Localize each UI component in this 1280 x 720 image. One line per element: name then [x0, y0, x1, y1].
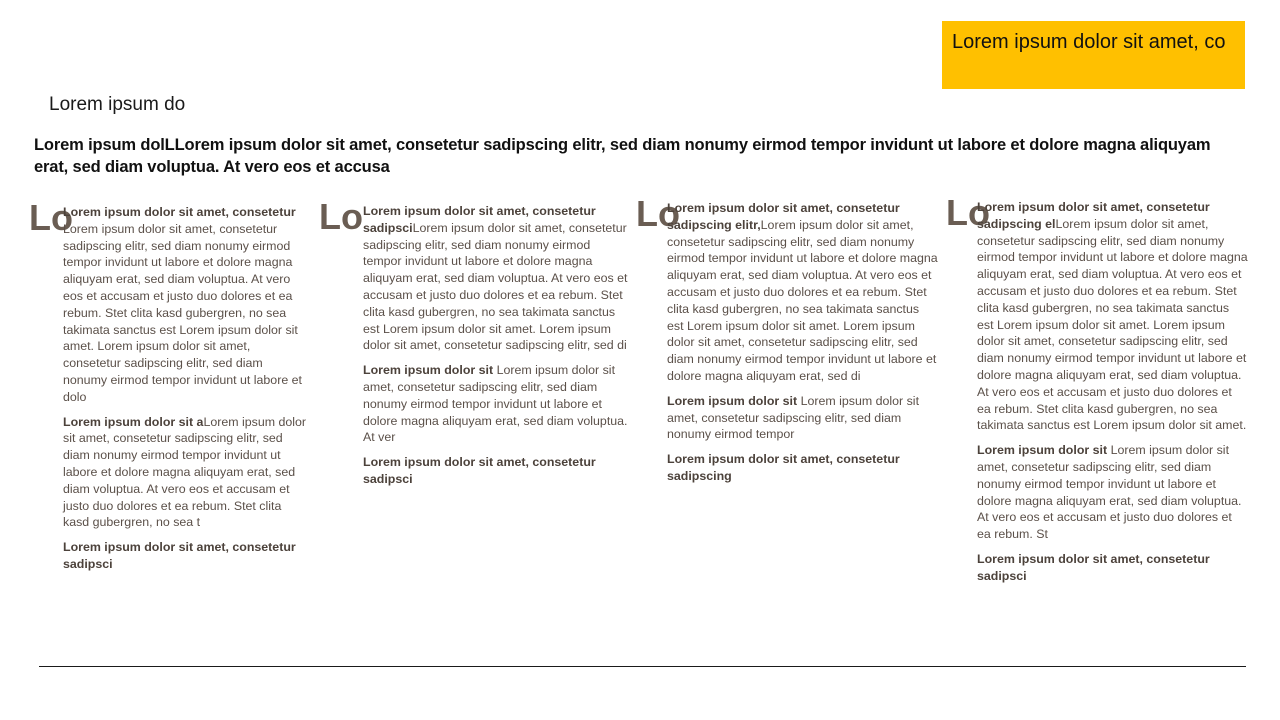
column-3-paragraph-2	[667, 393, 939, 443]
paragraph-lead: Lorem ipsum dolor sit amet, consetetur	[63, 205, 296, 219]
highlight-tag-box	[942, 21, 1245, 89]
column-1-paragraph-1	[63, 204, 309, 406]
paragraph-lead: Lorem ipsum dolor sit amet, consetetur sadipscing	[667, 452, 900, 483]
column-2-paragraph-2	[363, 362, 631, 446]
paragraph-lead: Lorem ipsum dolor sit amet, consetetur sadipscing el	[977, 200, 1210, 231]
paragraph-text: Lorem ipsum dolor sit amet, consetetur sadipscing elitr, sed diam nonumy eirmod tempor invidunt ut labore et dolore magna aliquyam erat, sed diam voluptua. At vero eos et accusam et justo duo dolores et ea rebum. Stet clita kasd gubergren, no sea t	[63, 414, 307, 530]
slide-headline: Lorem ipsum dolLLorem ipsum dolor sit amet, consetetur sadipscing elitr, sed diam nonumy eirmod tempor invidunt ut labore et dolore magna aliquyam erat, sed diam voluptua. At vero eos et accusa	[34, 136, 1211, 176]
column-1-paragraph-3	[63, 539, 309, 573]
paragraph-lead: Lorem ipsum dolor sit amet, consetetur sadipsci	[363, 455, 596, 486]
column-2-label: Lo	[319, 196, 363, 237]
paragraph-text: Lorem ipsum dolor sit amet, consetetur sadipscing elitr, sed diam nonumy eirmod tempor invidunt ut labore et dolore magna aliquyam erat, sed diam voluptua. At vero eos et accusam et justo duo dolores et ea rebum. Stet clita kasd gubergren, no sea takimata sanctus est Lorem ipsum dolor sit amet. Lorem ipsum dolor sit amet, consetetur sadipscing elitr, sed diam nonumy eirmod tempor invidunt ut labore et dolore magna aliquyam erat, sed di	[667, 217, 938, 383]
paragraph-lead: Lorem ipsum dolor sit amet, consetetur sadipscing elitr,	[667, 201, 900, 232]
paragraph-lead: Lorem ipsum dolor sit amet, consetetur sadipsci	[977, 551, 1210, 583]
slide-subtitle: Lorem ipsum do	[49, 94, 186, 115]
column-2-body	[363, 203, 631, 496]
column-4-body	[977, 199, 1248, 593]
column-4-paragraph-3	[977, 551, 1248, 585]
column-1-paragraph-2	[63, 414, 309, 532]
column-1-body	[63, 204, 309, 581]
paragraph-lead: Lorem ipsum dolor sit	[667, 393, 801, 408]
paragraph-lead: Lorem ipsum dolor sit	[977, 443, 1111, 458]
column-4-paragraph-2	[977, 442, 1248, 543]
paragraph-text: Lorem ipsum dolor sit amet, consetetur sadipscing elitr, sed diam nonumy eirmod tempor	[667, 393, 920, 442]
paragraph-text: Lorem ipsum dolor sit amet, consetetur sadipscing elitr, sed diam nonumy eirmod tempor invidunt ut labore et dolore magna aliquyam erat, sed diam voluptua. At vero eos et accusam et justo duo dolores et ea rebum. Stet clita kasd gubergren, no sea takimata sanctus est Lorem ipsum dolor sit amet. Lorem ipsum dolor sit amet, consetetur sadipscing elitr, sed di	[363, 220, 628, 353]
paragraph-lead: Lorem ipsum dolor sit amet, consetetur sadipsci	[63, 540, 296, 571]
paragraph-lead: Lorem ipsum dolor sit	[363, 363, 497, 378]
paragraph-text: Lorem ipsum dolor sit amet, consetetur sadipscing elitr, sed diam nonumy eirmod tempor invidunt ut labore et dolore magna aliquyam erat, sed diam voluptua. At vero eos et accusam et justo duo dolores et ea rebum. Stet clita kasd gubergren, no sea takimata sanctus est Lorem ipsum dolor sit amet. Lorem ipsum dolor sit amet, consetetur sadipscing elitr, sed diam nonumy eirmod tempor invidunt ut labore et dolo	[63, 221, 302, 404]
footer-divider	[39, 666, 1246, 667]
column-4-label: Lo	[946, 192, 990, 233]
column-4-paragraph-1	[977, 199, 1248, 434]
paragraph-text: Lorem ipsum dolor sit amet, consetetur sadipscing elitr, sed diam nonumy eirmod tempor invidunt ut labore et dolore magna aliquyam erat, sed diam voluptua. At vero eos et accusam et justo duo dolores et ea rebum. Stet clita kasd gubergren, no sea takimata sanctus est Lorem ipsum dolor sit amet. Lorem ipsum dolor sit amet, consetetur sadipscing elitr, sed diam nonumy eirmod tempor invidunt ut labore et dolore magna aliquyam erat, sed diam voluptua. At vero eos et accusam et justo duo dolores et ea rebum. Stet clita kasd gubergren, no sea takimata sanctus est Lorem ipsum dolor sit amet.	[977, 216, 1248, 433]
paragraph-text: Lorem ipsum dolor sit amet, consetetur sadipscing elitr, sed diam nonumy eirmod tempor invidunt ut labore et dolore magna aliquyam erat, sed diam voluptua. At vero eos et accusam et justo duo dolores et ea rebum. St	[977, 443, 1242, 542]
column-2-paragraph-1	[363, 203, 631, 354]
column-3-paragraph-3	[667, 451, 939, 485]
paragraph-lead: Lorem ipsum dolor sit amet, consetetur sadipsci	[363, 204, 596, 235]
column-1-label: Lo	[29, 197, 73, 238]
column-3-paragraph-1	[667, 200, 939, 385]
column-3-body	[667, 200, 939, 493]
column-2-paragraph-3	[363, 454, 631, 488]
paragraph-lead: Lorem ipsum dolor sit a	[63, 414, 204, 429]
paragraph-text: Lorem ipsum dolor sit amet, consetetur sadipscing elitr, sed diam nonumy eirmod tempor invidunt ut labore et dolore magna aliquyam erat, sed diam voluptua. At ver	[363, 363, 628, 445]
highlight-tag-text: Lorem ipsum dolor sit amet, co	[952, 31, 1226, 53]
column-3-label: Lo	[636, 193, 680, 234]
